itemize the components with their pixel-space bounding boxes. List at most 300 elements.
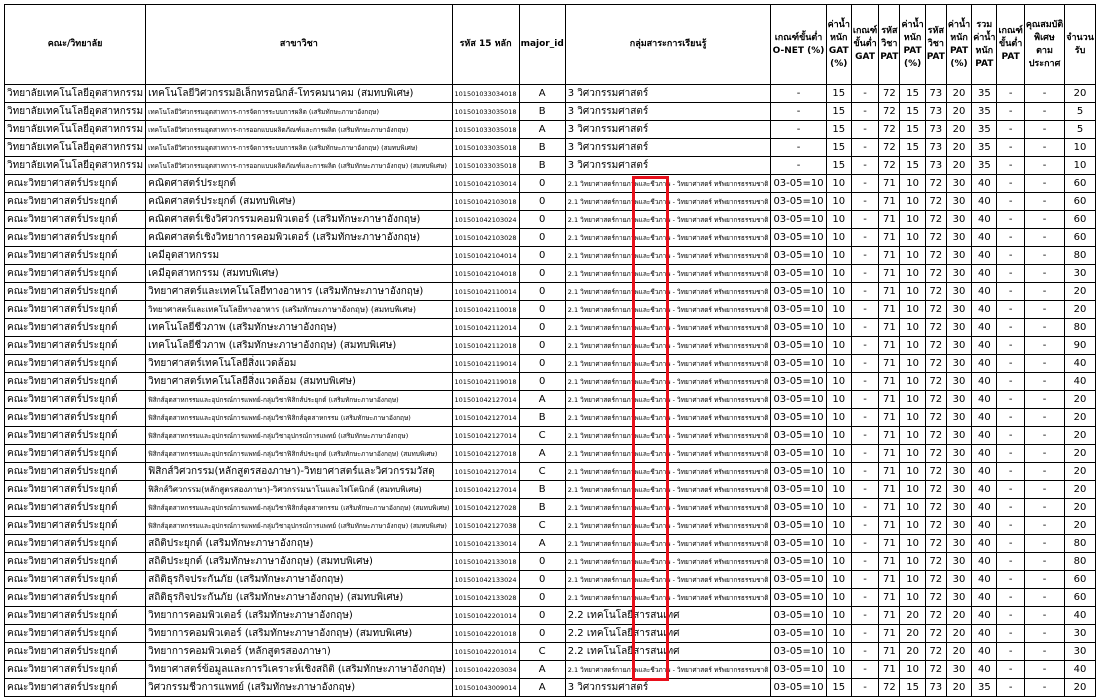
pat-code-2-cell: 72 bbox=[925, 427, 946, 445]
pat-code-1-cell: 71 bbox=[879, 193, 900, 211]
onet-min-cell: 03-05=10 bbox=[771, 301, 826, 319]
major-id-cell: 0 bbox=[519, 355, 565, 373]
major-cell: เทคโนโลยีวิศวกรรมอิเล็กทรอนิกส์-โทรคมนาคม (สมทบพิเศษ) bbox=[146, 85, 452, 103]
faculty-cell: คณะวิทยาศาสตร์ประยุกต์ bbox=[5, 643, 146, 661]
gat-min-cell: - bbox=[851, 625, 878, 643]
pat-code-2-cell: 72 bbox=[925, 445, 946, 463]
code-cell: 101501042103018 bbox=[452, 193, 519, 211]
pat-code-1-cell: 71 bbox=[879, 391, 900, 409]
pat-total-weight-cell: 40 bbox=[972, 265, 997, 283]
onet-min-cell: - bbox=[771, 157, 826, 175]
pat-code-2-cell: 72 bbox=[925, 481, 946, 499]
pat-total-weight-cell: 40 bbox=[972, 373, 997, 391]
faculty-cell: คณะวิทยาศาสตร์ประยุกต์ bbox=[5, 661, 146, 679]
pat-total-weight-cell: 40 bbox=[972, 229, 997, 247]
pat-code-1-cell: 71 bbox=[879, 427, 900, 445]
pat-min-cell: - bbox=[997, 247, 1024, 265]
code-cell: 101501042127014 bbox=[452, 427, 519, 445]
seats-cell: 60 bbox=[1065, 589, 1096, 607]
special-cell: - bbox=[1024, 661, 1064, 679]
special-cell: - bbox=[1024, 607, 1064, 625]
gat-min-cell: - bbox=[851, 535, 878, 553]
gat-weight-cell: 10 bbox=[826, 319, 851, 337]
pat-weight-2-cell: 20 bbox=[946, 679, 971, 697]
gat-weight-cell: 10 bbox=[826, 301, 851, 319]
major-id-cell: B bbox=[519, 157, 565, 175]
gat-min-cell: - bbox=[851, 661, 878, 679]
pat-weight-2-cell: 30 bbox=[946, 571, 971, 589]
pat-weight-2-cell: 30 bbox=[946, 535, 971, 553]
group-cell: 2.2 เทคโนโลยีสารสนเทศ bbox=[565, 625, 771, 643]
gat-min-cell: - bbox=[851, 175, 878, 193]
pat-total-weight-cell: 40 bbox=[972, 301, 997, 319]
gat-min-cell: - bbox=[851, 247, 878, 265]
group-cell: 2.1 วิทยาศาสตร์กายภาพและชีวภาพ - วิทยาศาสตร์ ทรัพยากรธรรมชาติ bbox=[565, 589, 771, 607]
major-id-cell: A bbox=[519, 661, 565, 679]
major-id-cell: B bbox=[519, 481, 565, 499]
pat-code-2-cell: 72 bbox=[925, 301, 946, 319]
major-cell: วิทยาศาสตร์และเทคโนโลยีทางอาหาร (เสริมทักษะภาษาอังกฤษ) bbox=[146, 283, 452, 301]
group-cell: 2.1 วิทยาศาสตร์กายภาพและชีวภาพ - วิทยาศาสตร์ ทรัพยากรธรรมชาติ bbox=[565, 265, 771, 283]
table-row bbox=[5, 589, 1096, 607]
seats-cell: 20 bbox=[1065, 679, 1096, 697]
onet-min-cell: 03-05=10 bbox=[771, 265, 826, 283]
table-row bbox=[5, 121, 1096, 139]
major-id-cell: A bbox=[519, 679, 565, 697]
column-header-6: ค่าน้ำหนัก GAT (%) bbox=[826, 5, 851, 85]
gat-weight-cell: 15 bbox=[826, 139, 851, 157]
gat-weight-cell: 10 bbox=[826, 211, 851, 229]
pat-weight-1-cell: 10 bbox=[900, 265, 925, 283]
pat-code-2-cell: 73 bbox=[925, 679, 946, 697]
gat-min-cell: - bbox=[851, 355, 878, 373]
gat-min-cell: - bbox=[851, 589, 878, 607]
faculty-cell: คณะวิทยาศาสตร์ประยุกต์ bbox=[5, 265, 146, 283]
seats-cell: 40 bbox=[1065, 661, 1096, 679]
code-cell: 101501042201014 bbox=[452, 607, 519, 625]
onet-min-cell: 03-05=10 bbox=[771, 247, 826, 265]
pat-total-weight-cell: 40 bbox=[972, 445, 997, 463]
major-cell: ฟิสิกส์อุตสาหกรรมและอุปกรณ์การแพทย์-กลุ่มวิชาฟิสิกส์ประยุกต์ (เสริมทักษะภาษาอังกฤษ) (สมทบพิเศษ) bbox=[146, 445, 452, 463]
pat-min-cell: - bbox=[997, 283, 1024, 301]
pat-weight-2-cell: 30 bbox=[946, 283, 971, 301]
onet-min-cell: - bbox=[771, 139, 826, 157]
pat-total-weight-cell: 40 bbox=[972, 589, 997, 607]
pat-total-weight-cell: 40 bbox=[972, 517, 997, 535]
onet-min-cell: 03-05=10 bbox=[771, 499, 826, 517]
pat-min-cell: - bbox=[997, 517, 1024, 535]
major-id-cell: 0 bbox=[519, 265, 565, 283]
table-row bbox=[5, 679, 1096, 697]
gat-min-cell: - bbox=[851, 373, 878, 391]
pat-code-1-cell: 72 bbox=[879, 679, 900, 697]
pat-min-cell: - bbox=[997, 481, 1024, 499]
pat-total-weight-cell: 35 bbox=[972, 157, 997, 175]
pat-code-2-cell: 72 bbox=[925, 229, 946, 247]
seats-cell: 40 bbox=[1065, 373, 1096, 391]
group-cell: 2.1 วิทยาศาสตร์กายภาพและชีวภาพ - วิทยาศาสตร์ ทรัพยากรธรรมชาติ bbox=[565, 481, 771, 499]
faculty-cell: คณะวิทยาศาสตร์ประยุกต์ bbox=[5, 247, 146, 265]
gat-min-cell: - bbox=[851, 103, 878, 121]
table-row bbox=[5, 517, 1096, 535]
code-cell: 101501042133018 bbox=[452, 553, 519, 571]
code-cell: 101501042201018 bbox=[452, 625, 519, 643]
column-header-14: คุณสมบัติพิเศษตามประกาศ bbox=[1024, 5, 1064, 85]
pat-weight-2-cell: 30 bbox=[946, 247, 971, 265]
pat-weight-2-cell: 30 bbox=[946, 661, 971, 679]
pat-weight-1-cell: 10 bbox=[900, 193, 925, 211]
pat-weight-2-cell: 30 bbox=[946, 481, 971, 499]
pat-weight-1-cell: 10 bbox=[900, 517, 925, 535]
pat-code-1-cell: 71 bbox=[879, 625, 900, 643]
pat-total-weight-cell: 35 bbox=[972, 679, 997, 697]
group-cell: 2.1 วิทยาศาสตร์กายภาพและชีวภาพ - วิทยาศาสตร์ ทรัพยากรธรรมชาติ bbox=[565, 175, 771, 193]
pat-weight-1-cell: 15 bbox=[900, 85, 925, 103]
faculty-cell: คณะวิทยาศาสตร์ประยุกต์ bbox=[5, 571, 146, 589]
major-cell: ฟิสิกส์อุตสาหกรรมและอุปกรณ์การแพทย์-กลุ่มวิชาอุปกรณ์การแพทย์ (เสริมทักษะภาษาอังกฤษ) (สมทบพิเศษ) bbox=[146, 517, 452, 535]
faculty-cell: คณะวิทยาศาสตร์ประยุกต์ bbox=[5, 463, 146, 481]
pat-weight-1-cell: 10 bbox=[900, 175, 925, 193]
table-row bbox=[5, 175, 1096, 193]
pat-weight-1-cell: 10 bbox=[900, 427, 925, 445]
pat-weight-2-cell: 30 bbox=[946, 355, 971, 373]
pat-weight-1-cell: 10 bbox=[900, 481, 925, 499]
pat-min-cell: - bbox=[997, 625, 1024, 643]
pat-code-1-cell: 71 bbox=[879, 355, 900, 373]
gat-weight-cell: 10 bbox=[826, 337, 851, 355]
pat-code-1-cell: 71 bbox=[879, 409, 900, 427]
pat-weight-2-cell: 30 bbox=[946, 409, 971, 427]
onet-min-cell: 03-05=10 bbox=[771, 193, 826, 211]
pat-weight-1-cell: 10 bbox=[900, 661, 925, 679]
pat-min-cell: - bbox=[997, 103, 1024, 121]
code-cell: 101501042112018 bbox=[452, 337, 519, 355]
major-cell: สถิติธุรกิจประกันภัย (เสริมทักษะภาษาอังกฤษ) (สมทบพิเศษ) bbox=[146, 589, 452, 607]
table-row bbox=[5, 103, 1096, 121]
code-cell: 101501042201014 bbox=[452, 643, 519, 661]
major-cell: วิทยาศาสตร์เทคโนโลยีสิ่งแวดล้อม (สมทบพิเศษ) bbox=[146, 373, 452, 391]
pat-code-2-cell: 73 bbox=[925, 139, 946, 157]
column-header-10: รหัสวิชา PAT bbox=[925, 5, 946, 85]
special-cell: - bbox=[1024, 157, 1064, 175]
pat-code-1-cell: 72 bbox=[879, 157, 900, 175]
special-cell: - bbox=[1024, 625, 1064, 643]
special-cell: - bbox=[1024, 139, 1064, 157]
code-cell: 101501042127014 bbox=[452, 409, 519, 427]
gat-min-cell: - bbox=[851, 499, 878, 517]
pat-code-2-cell: 72 bbox=[925, 499, 946, 517]
pat-weight-1-cell: 10 bbox=[900, 229, 925, 247]
pat-weight-1-cell: 10 bbox=[900, 535, 925, 553]
code-cell: 101501033035018 bbox=[452, 121, 519, 139]
code-cell: 101501033034018 bbox=[452, 85, 519, 103]
pat-code-1-cell: 71 bbox=[879, 445, 900, 463]
gat-min-cell: - bbox=[851, 571, 878, 589]
onet-min-cell: 03-05=10 bbox=[771, 337, 826, 355]
group-cell: 3 วิศวกรรมศาสตร์ bbox=[565, 103, 771, 121]
gat-weight-cell: 15 bbox=[826, 679, 851, 697]
special-cell: - bbox=[1024, 571, 1064, 589]
pat-code-1-cell: 71 bbox=[879, 643, 900, 661]
column-header-8: รหัสวิชา PAT bbox=[879, 5, 900, 85]
onet-min-cell: 03-05=10 bbox=[771, 517, 826, 535]
major-cell: เทคโนโลยีชีวภาพ (เสริมทักษะภาษาอังกฤษ) (สมทบพิเศษ) bbox=[146, 337, 452, 355]
pat-weight-1-cell: 10 bbox=[900, 373, 925, 391]
code-cell: 101501042127018 bbox=[452, 445, 519, 463]
table-row bbox=[5, 661, 1096, 679]
pat-weight-1-cell: 10 bbox=[900, 355, 925, 373]
special-cell: - bbox=[1024, 373, 1064, 391]
pat-weight-2-cell: 20 bbox=[946, 157, 971, 175]
special-cell: - bbox=[1024, 355, 1064, 373]
code-cell: 101501042104018 bbox=[452, 265, 519, 283]
pat-code-1-cell: 71 bbox=[879, 571, 900, 589]
pat-min-cell: - bbox=[997, 229, 1024, 247]
pat-weight-1-cell: 15 bbox=[900, 679, 925, 697]
pat-weight-1-cell: 10 bbox=[900, 409, 925, 427]
pat-total-weight-cell: 40 bbox=[972, 499, 997, 517]
pat-min-cell: - bbox=[997, 319, 1024, 337]
seats-cell: 30 bbox=[1065, 265, 1096, 283]
seats-cell: 30 bbox=[1065, 625, 1096, 643]
seats-cell: 20 bbox=[1065, 85, 1096, 103]
onet-min-cell: 03-05=10 bbox=[771, 481, 826, 499]
gat-weight-cell: 10 bbox=[826, 427, 851, 445]
special-cell: - bbox=[1024, 247, 1064, 265]
group-cell: 2.1 วิทยาศาสตร์กายภาพและชีวภาพ - วิทยาศาสตร์ ทรัพยากรธรรมชาติ bbox=[565, 553, 771, 571]
code-cell: 101501042127028 bbox=[452, 499, 519, 517]
table-row bbox=[5, 283, 1096, 301]
column-header-2: รหัส 15 หลัก bbox=[452, 5, 519, 85]
onet-min-cell: 03-05=10 bbox=[771, 211, 826, 229]
pat-weight-1-cell: 10 bbox=[900, 211, 925, 229]
pat-min-cell: - bbox=[997, 157, 1024, 175]
gat-min-cell: - bbox=[851, 85, 878, 103]
special-cell: - bbox=[1024, 589, 1064, 607]
seats-cell: 20 bbox=[1065, 445, 1096, 463]
group-cell: 2.1 วิทยาศาสตร์กายภาพและชีวภาพ - วิทยาศาสตร์ ทรัพยากรธรรมชาติ bbox=[565, 211, 771, 229]
column-header-0: คณะ/วิทยาลัย bbox=[5, 5, 146, 85]
major-id-cell: A bbox=[519, 535, 565, 553]
pat-weight-1-cell: 20 bbox=[900, 607, 925, 625]
major-cell: สถิติประยุกต์ (เสริมทักษะภาษาอังกฤษ) bbox=[146, 535, 452, 553]
major-cell: ฟิสิกส์อุตสาหกรรมและอุปกรณ์การแพทย์-กลุ่มวิชาฟิสิกส์อุตสาหกรรม (เสริมทักษะภาษาอังกฤษ) bbox=[146, 409, 452, 427]
pat-weight-2-cell: 30 bbox=[946, 445, 971, 463]
pat-code-1-cell: 71 bbox=[879, 283, 900, 301]
special-cell: - bbox=[1024, 499, 1064, 517]
pat-total-weight-cell: 40 bbox=[972, 427, 997, 445]
group-cell: 2.2 เทคโนโลยีสารสนเทศ bbox=[565, 643, 771, 661]
faculty-cell: คณะวิทยาศาสตร์ประยุกต์ bbox=[5, 175, 146, 193]
pat-weight-2-cell: 30 bbox=[946, 211, 971, 229]
major-cell: คณิตศาสตร์ประยุกต์ bbox=[146, 175, 452, 193]
onet-min-cell: 03-05=10 bbox=[771, 427, 826, 445]
major-cell: คณิตศาสตร์เชิงวิศวกรรมคอมพิวเตอร์ (เสริมทักษะภาษาอังกฤษ) bbox=[146, 211, 452, 229]
table-row bbox=[5, 499, 1096, 517]
major-cell: เทคโนโลยีวิศวกรรมอุตสาหการ-การจัดการระบบการผลิต (เสริมทักษะภาษาอังกฤษ) (สมทบพิเศษ) bbox=[146, 139, 452, 157]
code-cell: 101501042133014 bbox=[452, 535, 519, 553]
pat-code-2-cell: 72 bbox=[925, 175, 946, 193]
special-cell: - bbox=[1024, 409, 1064, 427]
faculty-cell: คณะวิทยาศาสตร์ประยุกต์ bbox=[5, 301, 146, 319]
pat-weight-2-cell: 30 bbox=[946, 301, 971, 319]
major-id-cell: 0 bbox=[519, 607, 565, 625]
group-cell: 2.1 วิทยาศาสตร์กายภาพและชีวภาพ - วิทยาศาสตร์ ทรัพยากรธรรมชาติ bbox=[565, 409, 771, 427]
pat-weight-2-cell: 30 bbox=[946, 589, 971, 607]
major-cell: เทคโนโลยีวิศวกรรมอุตสาหการ-การจัดการระบบการผลิต (เสริมทักษะภาษาอังกฤษ) bbox=[146, 103, 452, 121]
pat-code-1-cell: 71 bbox=[879, 553, 900, 571]
pat-code-1-cell: 72 bbox=[879, 85, 900, 103]
column-header-12: รวมค่าน้ำหนัก PAT bbox=[972, 5, 997, 85]
seats-cell: 20 bbox=[1065, 427, 1096, 445]
special-cell: - bbox=[1024, 535, 1064, 553]
table-row bbox=[5, 607, 1096, 625]
faculty-cell: คณะวิทยาศาสตร์ประยุกต์ bbox=[5, 517, 146, 535]
onet-min-cell: 03-05=10 bbox=[771, 319, 826, 337]
pat-code-1-cell: 71 bbox=[879, 535, 900, 553]
pat-code-2-cell: 72 bbox=[925, 589, 946, 607]
seats-cell: 20 bbox=[1065, 391, 1096, 409]
pat-min-cell: - bbox=[997, 607, 1024, 625]
gat-min-cell: - bbox=[851, 157, 878, 175]
onet-min-cell: 03-05=10 bbox=[771, 553, 826, 571]
group-cell: 2.1 วิทยาศาสตร์กายภาพและชีวภาพ - วิทยาศาสตร์ ทรัพยากรธรรมชาติ bbox=[565, 247, 771, 265]
pat-weight-1-cell: 10 bbox=[900, 391, 925, 409]
special-cell: - bbox=[1024, 121, 1064, 139]
code-cell: 101501042127014 bbox=[452, 391, 519, 409]
major-id-cell: 0 bbox=[519, 193, 565, 211]
group-cell: 2.1 วิทยาศาสตร์กายภาพและชีวภาพ - วิทยาศาสตร์ ทรัพยากรธรรมชาติ bbox=[565, 355, 771, 373]
group-cell: 3 วิศวกรรมศาสตร์ bbox=[565, 121, 771, 139]
special-cell: - bbox=[1024, 463, 1064, 481]
major-id-cell: A bbox=[519, 121, 565, 139]
faculty-cell: คณะวิทยาศาสตร์ประยุกต์ bbox=[5, 319, 146, 337]
pat-min-cell: - bbox=[997, 643, 1024, 661]
pat-code-1-cell: 71 bbox=[879, 463, 900, 481]
pat-weight-1-cell: 20 bbox=[900, 643, 925, 661]
pat-min-cell: - bbox=[997, 571, 1024, 589]
column-header-3: major_id bbox=[519, 5, 565, 85]
pat-weight-1-cell: 10 bbox=[900, 553, 925, 571]
pat-total-weight-cell: 40 bbox=[972, 211, 997, 229]
onet-min-cell: 03-05=10 bbox=[771, 463, 826, 481]
pat-total-weight-cell: 40 bbox=[972, 193, 997, 211]
pat-weight-2-cell: 30 bbox=[946, 553, 971, 571]
pat-weight-2-cell: 20 bbox=[946, 607, 971, 625]
major-id-cell: 0 bbox=[519, 229, 565, 247]
special-cell: - bbox=[1024, 643, 1064, 661]
pat-code-1-cell: 71 bbox=[879, 229, 900, 247]
gat-weight-cell: 10 bbox=[826, 355, 851, 373]
pat-min-cell: - bbox=[997, 679, 1024, 697]
table-row bbox=[5, 301, 1096, 319]
gat-weight-cell: 10 bbox=[826, 517, 851, 535]
table-row bbox=[5, 319, 1096, 337]
code-cell: 101501042127014 bbox=[452, 463, 519, 481]
faculty-cell: คณะวิทยาศาสตร์ประยุกต์ bbox=[5, 589, 146, 607]
onet-min-cell: 03-05=10 bbox=[771, 409, 826, 427]
table-row bbox=[5, 373, 1096, 391]
pat-code-1-cell: 71 bbox=[879, 211, 900, 229]
table-row bbox=[5, 571, 1096, 589]
code-cell: 101501033035018 bbox=[452, 139, 519, 157]
pat-weight-2-cell: 30 bbox=[946, 463, 971, 481]
pat-weight-1-cell: 10 bbox=[900, 247, 925, 265]
pat-min-cell: - bbox=[997, 265, 1024, 283]
pat-min-cell: - bbox=[997, 499, 1024, 517]
gat-weight-cell: 10 bbox=[826, 589, 851, 607]
faculty-cell: คณะวิทยาศาสตร์ประยุกต์ bbox=[5, 481, 146, 499]
faculty-cell: คณะวิทยาศาสตร์ประยุกต์ bbox=[5, 283, 146, 301]
major-id-cell: 0 bbox=[519, 175, 565, 193]
table-row bbox=[5, 535, 1096, 553]
code-cell: 101501042203034 bbox=[452, 661, 519, 679]
seats-cell: 20 bbox=[1065, 481, 1096, 499]
faculty-cell: วิทยาลัยเทคโนโลยีอุตสาหกรรม bbox=[5, 121, 146, 139]
major-id-cell: C bbox=[519, 643, 565, 661]
special-cell: - bbox=[1024, 427, 1064, 445]
pat-code-2-cell: 72 bbox=[925, 607, 946, 625]
group-cell: 3 วิศวกรรมศาสตร์ bbox=[565, 85, 771, 103]
table-row bbox=[5, 409, 1096, 427]
pat-weight-1-cell: 10 bbox=[900, 319, 925, 337]
pat-min-cell: - bbox=[997, 427, 1024, 445]
pat-code-1-cell: 71 bbox=[879, 175, 900, 193]
pat-code-2-cell: 72 bbox=[925, 211, 946, 229]
table-row bbox=[5, 625, 1096, 643]
table-row bbox=[5, 391, 1096, 409]
pat-total-weight-cell: 40 bbox=[972, 481, 997, 499]
group-cell: 2.1 วิทยาศาสตร์กายภาพและชีวภาพ - วิทยาศาสตร์ ทรัพยากรธรรมชาติ bbox=[565, 283, 771, 301]
pat-code-1-cell: 71 bbox=[879, 265, 900, 283]
faculty-cell: คณะวิทยาศาสตร์ประยุกต์ bbox=[5, 625, 146, 643]
major-id-cell: 0 bbox=[519, 247, 565, 265]
pat-weight-2-cell: 20 bbox=[946, 121, 971, 139]
gat-min-cell: - bbox=[851, 679, 878, 697]
pat-weight-2-cell: 30 bbox=[946, 499, 971, 517]
pat-code-2-cell: 72 bbox=[925, 571, 946, 589]
pat-code-2-cell: 72 bbox=[925, 355, 946, 373]
pat-weight-2-cell: 30 bbox=[946, 175, 971, 193]
column-header-7: เกณฑ์ขั้นต่ำ GAT bbox=[851, 5, 878, 85]
pat-total-weight-cell: 40 bbox=[972, 409, 997, 427]
faculty-cell: คณะวิทยาศาสตร์ประยุกต์ bbox=[5, 355, 146, 373]
major-id-cell: 0 bbox=[519, 625, 565, 643]
pat-total-weight-cell: 40 bbox=[972, 463, 997, 481]
onet-min-cell: 03-05=10 bbox=[771, 571, 826, 589]
table-row bbox=[5, 355, 1096, 373]
pat-code-2-cell: 72 bbox=[925, 661, 946, 679]
onet-min-cell: - bbox=[771, 85, 826, 103]
faculty-cell: คณะวิทยาศาสตร์ประยุกต์ bbox=[5, 229, 146, 247]
pat-total-weight-cell: 35 bbox=[972, 121, 997, 139]
gat-min-cell: - bbox=[851, 319, 878, 337]
group-cell: 2.1 วิทยาศาสตร์กายภาพและชีวภาพ - วิทยาศาสตร์ ทรัพยากรธรรมชาติ bbox=[565, 229, 771, 247]
pat-total-weight-cell: 40 bbox=[972, 337, 997, 355]
onet-min-cell: 03-05=10 bbox=[771, 355, 826, 373]
pat-code-2-cell: 72 bbox=[925, 409, 946, 427]
special-cell: - bbox=[1024, 229, 1064, 247]
special-cell: - bbox=[1024, 85, 1064, 103]
gat-weight-cell: 15 bbox=[826, 103, 851, 121]
faculty-cell: คณะวิทยาศาสตร์ประยุกต์ bbox=[5, 445, 146, 463]
seats-cell: 10 bbox=[1065, 139, 1096, 157]
gat-weight-cell: 10 bbox=[826, 247, 851, 265]
onet-min-cell: 03-05=10 bbox=[771, 679, 826, 697]
pat-weight-1-cell: 15 bbox=[900, 121, 925, 139]
pat-code-1-cell: 71 bbox=[879, 373, 900, 391]
gat-weight-cell: 10 bbox=[826, 373, 851, 391]
